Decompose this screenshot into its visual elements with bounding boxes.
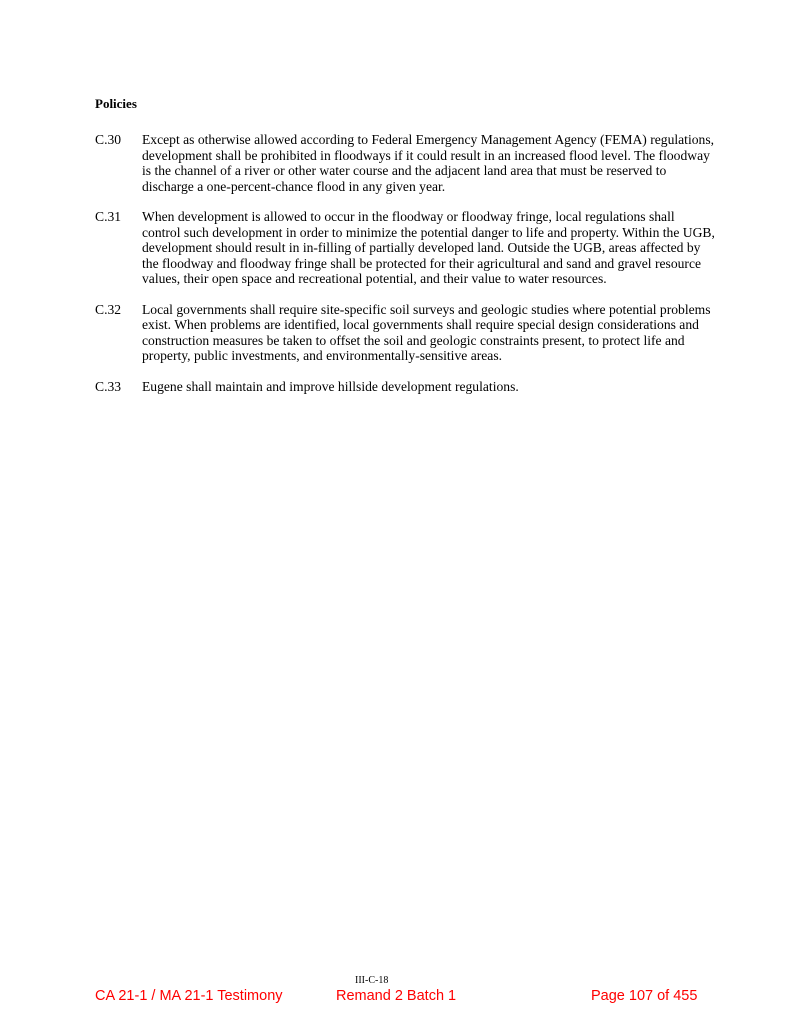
policy-item [95,379,715,395]
policy-number: C.33 [95,378,122,394]
policy-item [95,132,715,194]
page-number: III-C-18 [355,975,389,986]
policy-number: C.30 [95,132,122,147]
policy-text: When development is allowed to occur in the floodway or floodway fringe, local regulations shall control such development in order to minimize the potential danger to life and property. Within the UGB, development should result in in-filling of partially developed land. Outside the UGB, areas affected by the floodway and floodway fringe shall be protected for their agricultural and sand and gravel resource values, their open space and recreational potential, and their value to water resources. [142,209,715,286]
footer-batch-label: Remand 2 Batch 1 [336,988,457,1004]
footer-page-count: Page 107 of 455 [591,988,698,1004]
policy-text: Eugene shall maintain and improve hillside development regulations. [142,378,519,394]
policy-item [95,302,715,364]
policy-number: C.31 [95,209,122,224]
policy-text: Except as otherwise allowed according to Federal Emergency Management Agency (FEMA) regulations, development shall be prohibited in floodways if it could result in an increased flood level. The floodway is the channel of a river or other water course and the adjacent land area that must be reserved to discharge a one-percent-chance flood in any given year. [142,132,715,194]
policies-heading: Policies [95,96,137,111]
policies-list [95,132,715,409]
policy-text: Local governments shall require site-specific soil surveys and geologic studies where potential problems exist. When problems are identified, local governments shall require special design considerations and construction measures be taken to offset the soil and geologic constraints present, to protect life and property, public investments, and environmentally-sensitive areas. [142,301,711,363]
policy-item [95,209,715,287]
policy-number: C.32 [95,301,122,317]
footer-testimony-label: CA 21-1 / MA 21-1 Testimony [95,988,283,1004]
